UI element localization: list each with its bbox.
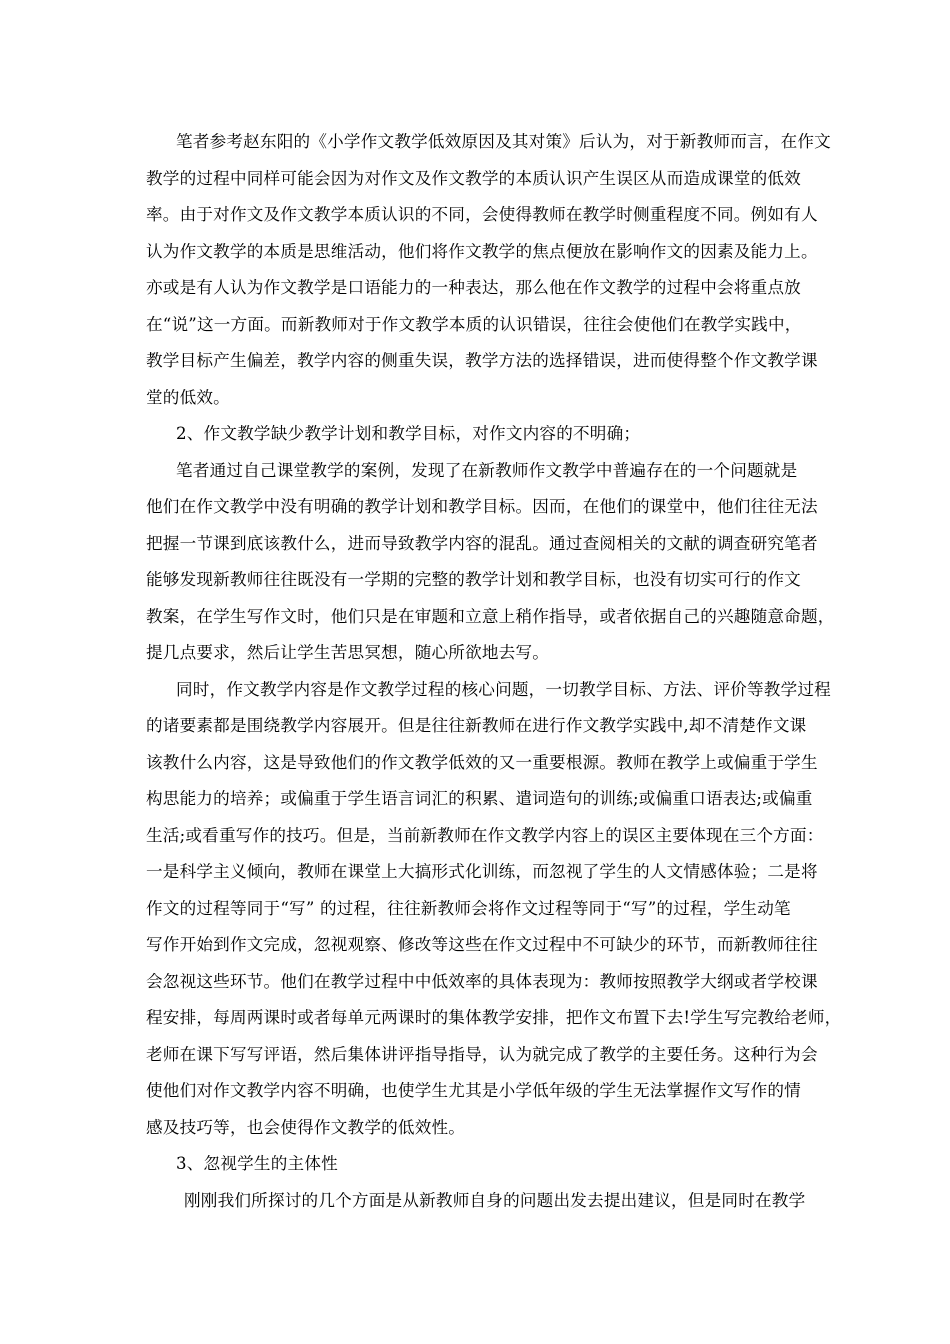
paragraph-line: 该教什么内容，这是导致他们的作文教学低效的又一重要根源。教师在教学上或偏重于学生	[146, 752, 818, 772]
paragraph-line: 写作开始到作文完成，忽视观察、修改等这些在作文过程中不可缺少的环节，而新教师往往	[146, 935, 818, 954]
paragraph-line: 感及技巧等，也会使得作文教学的低效性。	[146, 1117, 466, 1137]
paragraph-line: 会忽视这些环节。他们在教学过程中中低效率的具体表现为：教师按照教学大纲或者学校课	[146, 971, 818, 991]
paragraph-line: 把握一节课到底该教什么，进而导致教学内容的混乱。通过查阅相关的文献的调查研究笔者	[146, 533, 818, 553]
paragraph-line: 同时，作文教学内容是作文教学过程的核心问题，一切教学目标、方法、评价等教学过程	[176, 679, 831, 699]
paragraph-line: 认为作文教学的本质是思维活动，他们将作文教学的焦点便放在影响作文的因素及能力上。	[146, 241, 818, 261]
paragraph-line: 亦或是有人认为作文教学是口语能力的一种表达，那么他在作文教学的过程中会将重点放	[146, 278, 801, 297]
paragraph-line: 生活;或看重写作的技巧。但是，当前新教师在作文教学内容上的误区主要体现在三个方面：	[146, 825, 824, 845]
paragraph-line: 他们在作文教学中没有明确的教学计划和教学目标。因而，在他们的课堂中，他们往往无法	[146, 497, 818, 516]
paragraph-line: 构思能力的培养；或偏重于学生语言词汇的积累、遣词造句的训练;或偏重口语表达;或偏重	[146, 789, 813, 808]
paragraph-line: 教学目标产生偏差，教学内容的侧重失误，教学方法的选择错误，进而使得整个作文教学课	[146, 351, 818, 370]
paragraph-line: 笔者通过自己课堂教学的案例，发现了在新教师作文教学中普遍存在的一个问题就是	[176, 460, 798, 480]
paragraph-line: 教案，在学生写作文时，他们只是在审题和立意上稍作指导，或者依据自己的兴趣随意命题，	[146, 606, 835, 626]
paragraph-line: 刚刚我们所探讨的几个方面是从新教师自身的问题出发去提出建议，但是同时在教学	[184, 1190, 806, 1210]
paragraph-line: 堂的低效。	[146, 387, 230, 407]
paragraph-line: 在“说”这一方面。而新教师对于作文教学本质的认识错误，往往会使他们在教学实践中，	[146, 314, 802, 334]
paragraph-line: 程安排，每周两课时或者每单元两课时的集体教学安排，把作文布置下去!学生写完教给老师，	[146, 1008, 842, 1027]
paragraph-line: 能够发现新教师往往既没有一学期的完整的教学计划和教学目标，也没有切实可行的作文	[146, 570, 801, 589]
paragraph-line: 提几点要求，然后让学生苦思冥想，随心所欲地去写。	[146, 643, 550, 662]
section-heading: 3、忽视学生的主体性	[176, 1154, 338, 1173]
paragraph-line: 作文的过程等同于“写” 的过程，往往新教师会将作文过程等同于“写”的过程，学生动笔	[146, 898, 791, 918]
section-heading: 2、作文教学缺少教学计划和教学目标，对作文内容的不明确；	[176, 424, 641, 443]
paragraph-line: 的诸要素都是围绕教学内容展开。但是往往新教师在进行作文教学实践中,却不清楚作文课	[146, 716, 807, 735]
paragraph-line: 率。由于对作文及作文教学本质认识的不同，会使得教师在教学时侧重程度不同。例如有人	[146, 205, 818, 224]
paragraph-line: 教学的过程中同样可能会因为对作文及作文教学的本质认识产生误区从而造成课堂的低效	[146, 168, 801, 188]
body-text	[146, 124, 842, 1219]
paragraph-line: 老师在课下写写评语，然后集体讲评指导指导，认为就完成了教学的主要任务。这种行为会	[146, 1044, 818, 1064]
paragraph-line: 笔者参考赵东阳的《小学作文教学低效原因及其对策》后认为，对于新教师而言，在作文	[176, 132, 831, 151]
paragraph-line: 使他们对作文教学内容不明确，也使学生尤其是小学低年级的学生无法掌握作文写作的情	[146, 1081, 801, 1100]
paragraph-line: 一是科学主义倾向，教师在课堂上大搞形式化训练，而忽视了学生的人文情感体验；二是将	[146, 862, 818, 881]
